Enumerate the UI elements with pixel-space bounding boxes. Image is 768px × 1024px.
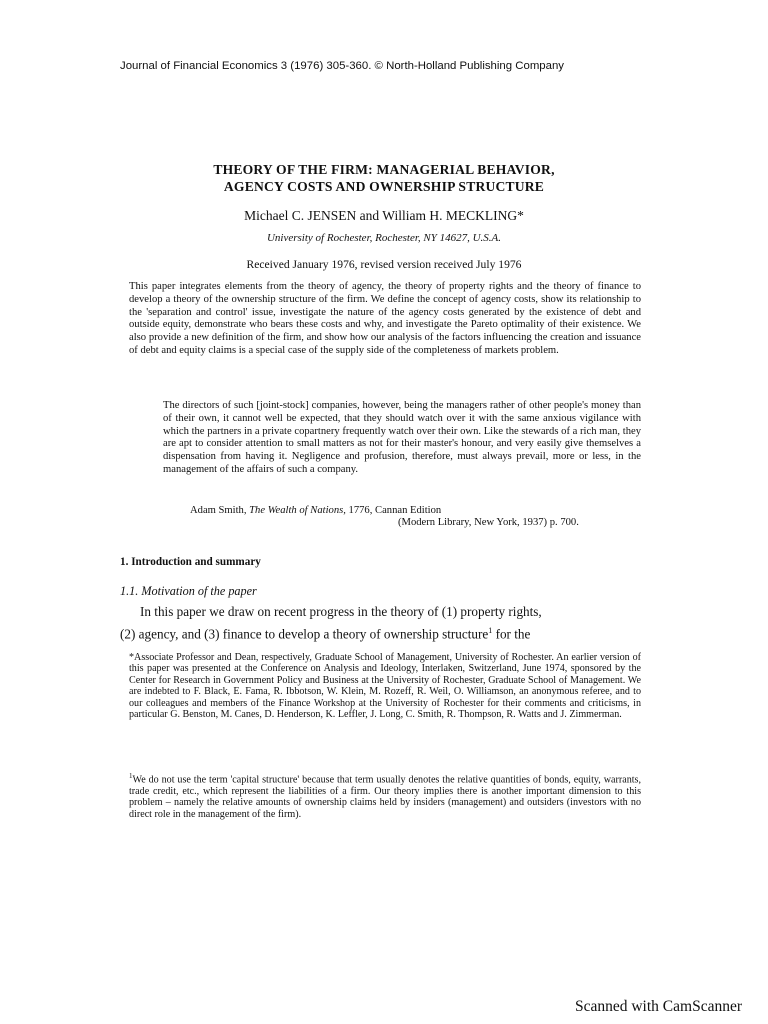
footnote-reference: 1 <box>488 626 493 635</box>
footnote-marker: 1 <box>129 772 133 780</box>
paper-title-line-1: THEORY OF THE FIRM: MANAGERIAL BEHAVIOR, <box>213 162 555 177</box>
epigraph-citation <box>190 505 441 516</box>
citation-work-title: The Wealth of Nations, <box>249 505 346 516</box>
journal-header: Journal of Financial Economics 3 (1976) 305-360. © North-Holland Publishing Company <box>120 60 565 72</box>
author-line: Michael C. JENSEN and William H. MECKLING* <box>244 208 524 223</box>
scanner-watermark: Scanned with CamScanner <box>574 998 742 1015</box>
body-text-fragment: (2) agency, and (3) finance to develop a theory of ownership structure <box>120 626 489 642</box>
paper-title-line-2: AGENCY COSTS AND OWNERSHIP STRUCTURE <box>223 179 545 194</box>
footnote-1 <box>129 771 641 820</box>
citation-edition: 1776, Cannan Edition <box>345 505 442 516</box>
body-text <box>120 602 641 643</box>
footnote-text: We do not use the term 'capital structure' because that term usually denotes the relative quantities of bonds, equity, warrants, trade credit, etc., which represent the liabilities of a firm. Our theory implies there is another important dimension to this problem – namely the relative amounts of ownership claims held by insiders (management) and outsiders (investors with no direct role in the management of the firm). <box>129 774 641 820</box>
affiliation: University of Rochester, Rochester, NY 14627, U.S.A. <box>266 232 502 244</box>
epigraph-citation-publisher: (Modern Library, New York, 1937) p. 700. <box>398 517 579 528</box>
abstract: This paper integrates elements from the theory of agency, the theory of property rights and the theory of finance to develop a theory of the ownership structure of the firm. We define the concept of agency costs, show its relationship to the 'separation and control' issue, investigate the nature of the agency costs generated by the existence of debt and outside equity, demonstrate who bears these costs and why, and investigate the Pareto optimality of their existence. We also provide a new definition of the firm, and show how our analysis of the factors influencing the creation and issuance of debt and equity claims is a special case of the supply side of the completeness of markets problem. <box>129 281 641 356</box>
footnote-affiliation: *Associate Professor and Dean, respectively, Graduate School of Management, University of Rochester. An earlier version of this paper was presented at the Conference on Analysis and Ideology, Interlaken, Switzerland, June 1974, sponsored by the Center for Research in Government Policy and Business at the University of Rochester, Graduate School of Management. We are indebted to F. Black, E. Fama, R. Ibbotson, W. Klein, M. Rozeff, R. Weil, O. Williamson, an anonymous referee, and to our colleagues and members of the Finance Workshop at the University of Rochester for their comments and criticisms, in particular G. Benston, M. Canes, D. Henderson, K. Leffler, J. Long, C. Smith, R. Thompson, R. Watts and J. Zimmerman. <box>129 652 641 721</box>
body-line <box>120 621 641 643</box>
body-line: In this paper we draw on recent progress in the theory of (1) property rights, <box>140 604 542 619</box>
epigraph-quote: The directors of such [joint-stock] companies, however, being the managers rather of other people's money than of their own, it cannot well be expected, that they should watch over it with the same anxious vigilance with which the partners in a private copartnery frequently watch over their own. Like the stewards of a rich man, they are apt to consider attention to small matters as not for their master's honour, and very easily give themselves a dispensation from having it. Negligence and profusion, therefore, must always prevail, more or less, in the management of the affairs of such a company. <box>163 400 641 475</box>
received-dates: Received January 1976, revised version received July 1976 <box>246 258 522 271</box>
body-text-fragment: for the <box>492 626 531 642</box>
section-heading: 1. Introduction and summary <box>120 556 261 568</box>
subsection-heading: 1.1. Motivation of the paper <box>120 584 257 598</box>
citation-author: Adam Smith, <box>190 505 250 516</box>
